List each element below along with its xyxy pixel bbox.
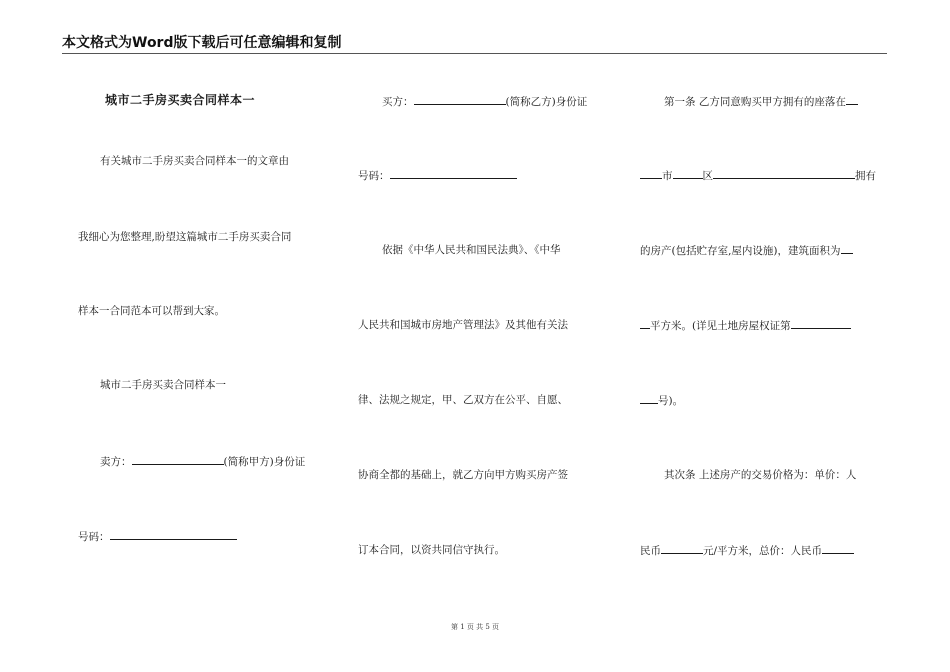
district-label: 区 [702,170,713,182]
intro-line-2: 我细心为您整理,盼望这篇城市二手房买卖合同 [78,231,292,243]
rmb-label: 民币 [640,545,661,557]
owned-label: 拥有 [855,170,876,182]
city-label: 市 [662,170,673,182]
article2-line-1: 其次条 上述房产的交易价格为：单价：人 [664,469,857,481]
basis-line-4: 协商全都的基础上，就乙方向甲方购买房产签 [358,469,568,481]
seller-id-blank [110,529,237,540]
article1-line-3 [640,243,853,258]
subtitle: 城市二手房买卖合同样本一 [100,379,226,391]
area-blank-cont [640,318,650,329]
buyer-name-blank [414,94,506,105]
seller-id-line [78,529,237,544]
location-blank [846,94,858,105]
page-footer: 第 1 页 共 5 页 [450,623,500,631]
per-sqm-label: 元/平方米，总价：人民币 [703,545,823,557]
article2-line-2 [640,543,854,558]
article1-line-5 [640,393,683,408]
buyer-line [382,94,587,109]
article1-line-1 [664,94,858,109]
total-price-blank [822,543,854,554]
seller-prefix: 卖方： [100,456,132,468]
buyer-suffix: (简称乙方)身份证 [505,96,588,108]
buyer-id-label: 号码： [358,170,390,182]
district-blank [673,168,703,179]
intro-line-1: 有关城市二手房买卖合同样本一的文章由 [100,155,289,167]
basis-line-1: 依据《中华人民共和国民法典》、《中华 [382,244,561,256]
city-blank [640,168,662,179]
seller-id-label: 号码： [78,531,110,543]
article1-line-2 [640,168,876,183]
article1-text-3: 的房产(包括贮存室,屋内设施)，建筑面积为 [640,245,841,257]
area-blank [841,243,853,254]
address-blank [713,168,855,179]
seller-name-blank [132,454,224,465]
unit-price-blank [661,543,703,554]
article1-line-4 [640,318,851,333]
buyer-prefix: 买方： [382,96,414,108]
certificate-blank [791,318,851,329]
certificate-blank-cont [640,393,658,404]
document-header: 本文格式为Word版下载后可任意编辑和复制 [62,35,342,51]
doc-title: 城市二手房买卖合同样本一 [105,93,256,107]
basis-line-5: 订本合同，以资共同信守执行。 [358,544,505,556]
article1-text-5: 号)。 [658,395,684,407]
seller-line [100,454,305,469]
basis-line-3: 律、法规之规定，甲、乙双方在公平、自愿、 [358,394,568,406]
intro-line-3: 样本一合同范本可以帮到大家。 [78,305,225,317]
header-rule [62,53,887,54]
buyer-id-blank [390,168,517,179]
buyer-id-line [358,168,517,183]
seller-suffix: (简称甲方)身份证 [223,456,306,468]
basis-line-2: 人民共和国城市房地产管理法》及其他有关法 [358,319,568,331]
article1-text-4: 平方米。(详见土地房屋权证第 [650,320,791,332]
article1-text-1: 第一条 乙方同意购买甲方拥有的座落在 [664,96,846,108]
